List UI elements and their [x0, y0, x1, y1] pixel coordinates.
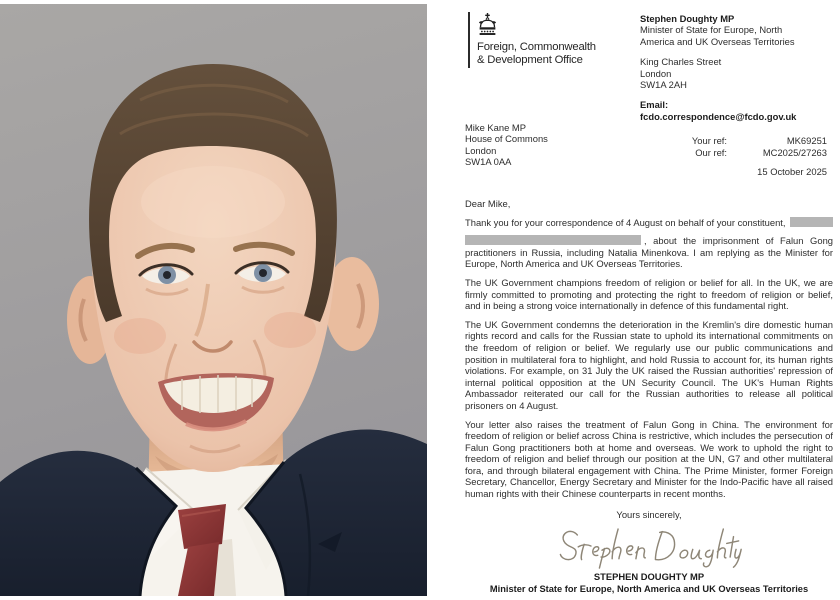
signoff-block — [465, 571, 833, 595]
sender-name: Stephen Doughty MP — [640, 13, 735, 24]
sender-address-line1: King Charles Street — [640, 56, 722, 68]
paragraph-4: Your letter also raises the treatment of Falun Gong in China. The environment for freedom of religion or belief across China is restrictive, which includes the persecution of Falun Gong practitioners both at home and overseas. We work to uphold the right to freedom of religion and belief through our position at the UN, G7 and other multilateral fora, and through bilateral engagement with China. The Prime Minister, former Foreign Secretary, Chancellor, Energy Secretary and Minister for the Indo-Pacific have all raised human rights with their Chinese counterparts in recent months. — [465, 418, 833, 500]
logo-vertical-bar — [468, 12, 470, 68]
recipient-line3: London — [465, 144, 497, 156]
your-ref-label: Your ref: — [691, 135, 727, 146]
paragraph-1 — [465, 235, 833, 270]
signature-script-icon — [557, 522, 742, 570]
redaction-bar — [465, 235, 641, 245]
our-ref-value: MC2025/27263 — [762, 147, 827, 159]
email-address: fcdo.correspondence@fcdo.gov.uk — [640, 110, 797, 122]
sender-address-line3: SW1A 2AH — [640, 79, 687, 91]
salutation: Dear Mike, — [465, 198, 511, 209]
paragraph-1-text-after: , about the imprisonment of Falun Gong practitioners in Russia, including Natalia Minenkova. I am replying as the Minister for Europe, North America and UK Overseas Territories. — [465, 235, 833, 270]
redaction-bar — [790, 217, 833, 227]
sender-block — [640, 13, 796, 122]
signature — [465, 522, 833, 570]
email-label: Email: — [640, 99, 669, 111]
your-ref-value: MK69251 — [786, 135, 827, 146]
recipient-line2: House of Commons — [465, 133, 548, 145]
royal-crest-icon — [477, 12, 498, 38]
sender-title-line1: Minister of State for Europe, North — [640, 24, 783, 36]
recipient-line1: Mike Kane MP — [465, 122, 526, 133]
paragraph-1-text-before: Thank you for your correspondence of 4 August on behalf of your constituent, — [465, 216, 786, 228]
paragraph-2: The UK Government champions freedom of religion or belief for all. In the UK, we are firmly committed to promoting and protecting the right to freedom of religion or belief, and in being a strong voice internationally in defence of this fundamental right. — [465, 276, 833, 312]
portrait-illustration — [0, 4, 427, 596]
paragraph-3: The UK Government condemns the deterioration in the Kremlin's dire domestic human rights record and calls for the Russian state to uphold its international commitments on the freedom of religion or belief. We regularly use our public communications and position in multilateral fora to highlight, and hold Russia to account for, its human rights violations. For example, on 31 July the UK raised the Russian authorities' repression of internal political opposition at the UN Security Council. The UK's Human Rights Ambassador reiterated our call for the Russian authorities to release all political prisoners on 4 August. — [465, 318, 833, 411]
signoff-name: STEPHEN DOUGHTY MP — [593, 571, 705, 583]
letter-document — [465, 0, 833, 600]
sender-address-line2: London — [640, 67, 672, 79]
our-ref-label: Our ref: — [695, 147, 727, 159]
logo-line1: Foreign, Commonwealth — [477, 41, 596, 53]
paragraph-1-line-1 — [465, 217, 833, 229]
logo-line2: & Development Office — [477, 54, 583, 67]
portrait-photo — [0, 4, 427, 596]
sender-title-line2: America and UK Overseas Territories — [640, 35, 795, 47]
recipient-address — [465, 122, 548, 178]
reference-block — [637, 135, 833, 178]
signoff-title: Minister of State for Europe, North America and UK Overseas Territories — [489, 584, 809, 595]
letter-body — [465, 122, 833, 595]
closing: Yours sincerely, — [616, 508, 682, 520]
letter-date: 15 October 2025 — [757, 166, 827, 178]
fcdo-logo — [468, 12, 596, 68]
recipient-line4: SW1A 0AA — [465, 155, 512, 167]
